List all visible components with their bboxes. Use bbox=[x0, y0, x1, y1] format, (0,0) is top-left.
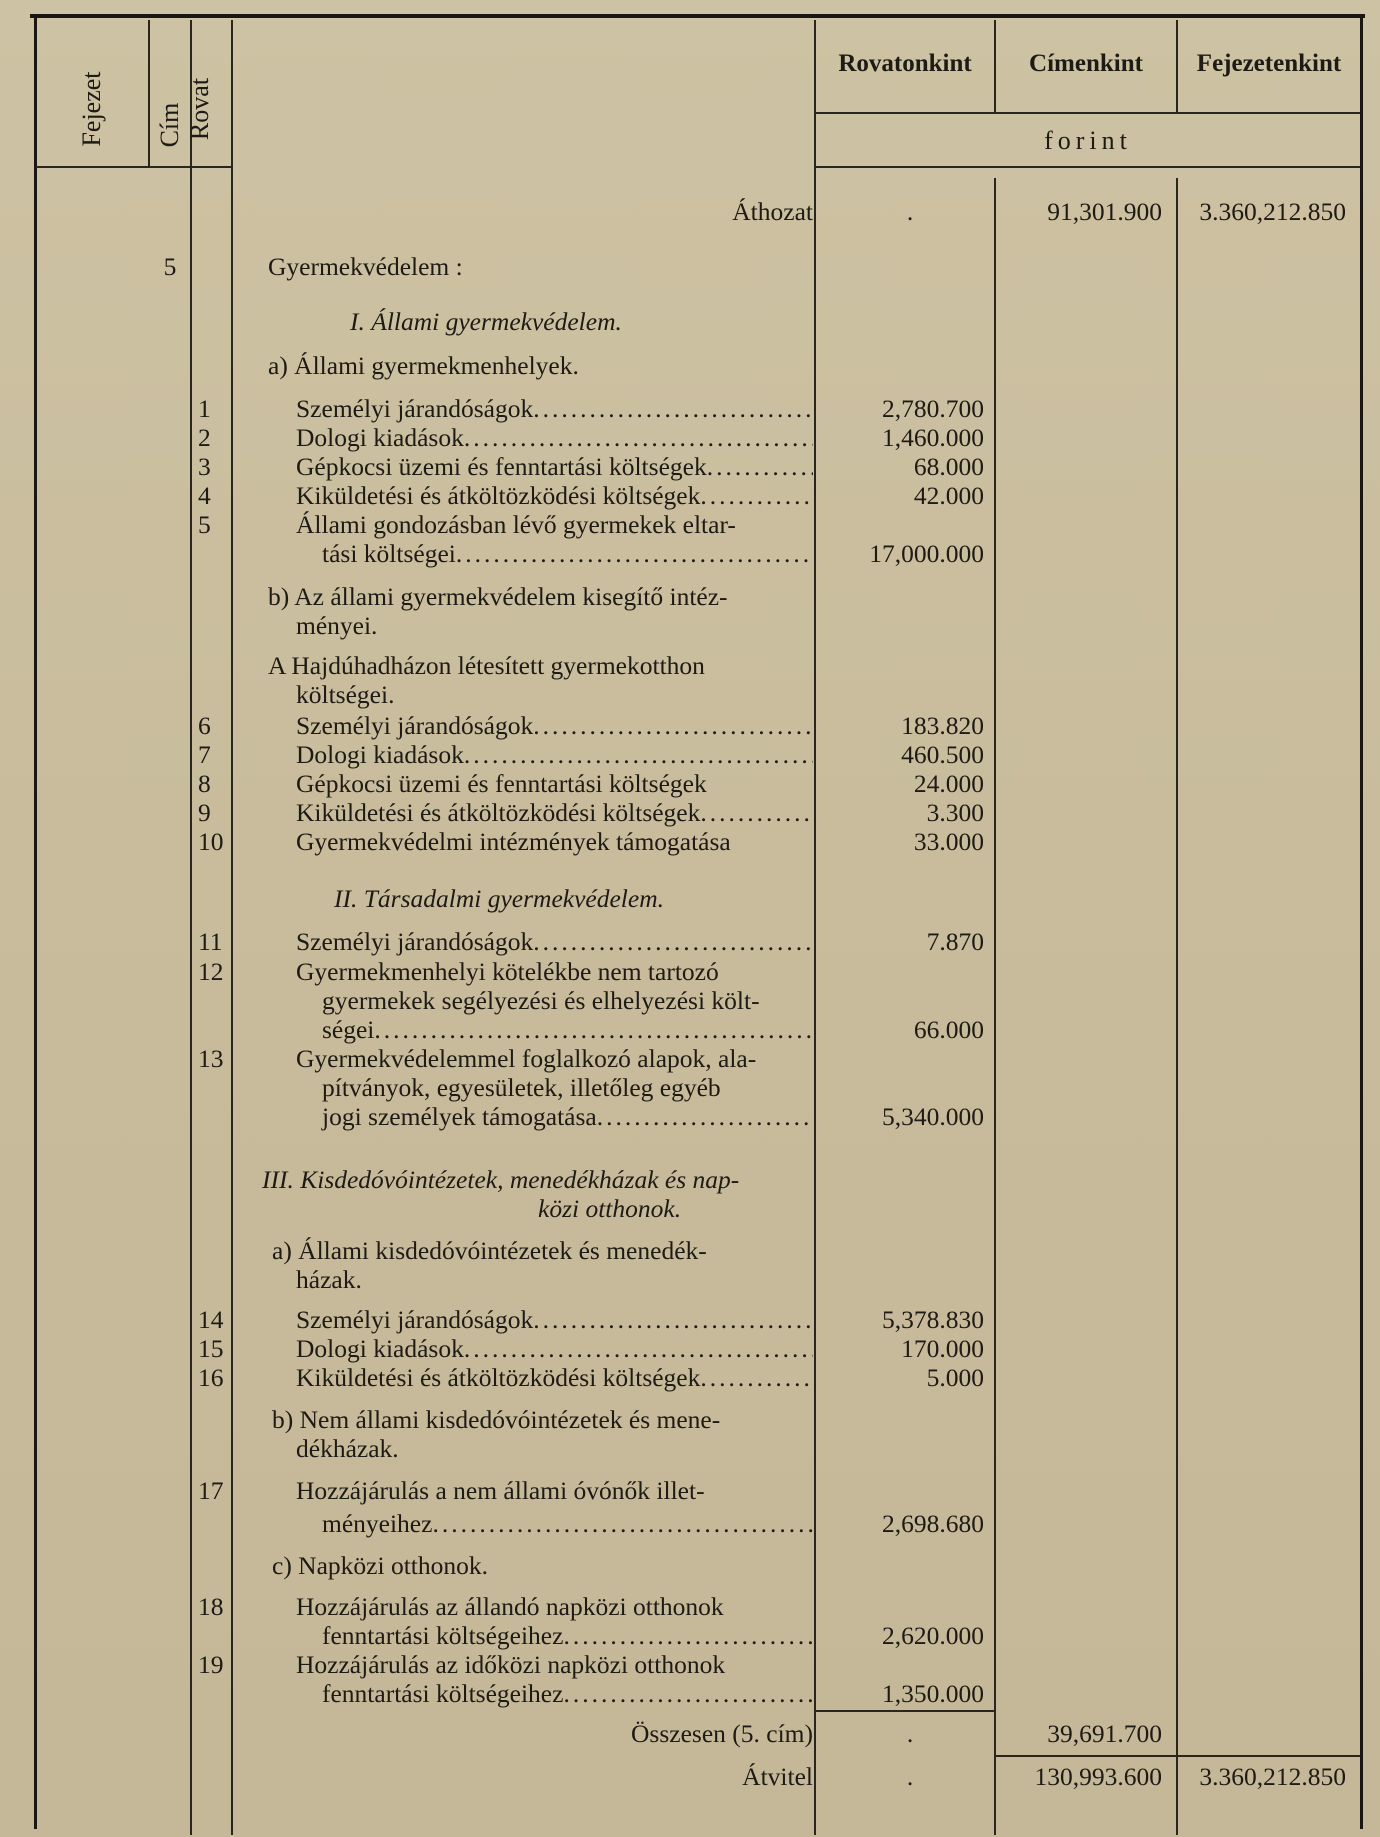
total-cim: 39,691.700 bbox=[1047, 1719, 1162, 1748]
item-desc bbox=[322, 1016, 813, 1044]
item-text: Személyi járandóságok bbox=[296, 394, 534, 423]
item-desc bbox=[296, 799, 813, 827]
rovat-no: 13 bbox=[198, 1044, 224, 1073]
rovat-no: 8 bbox=[198, 769, 211, 798]
subtotal-rule bbox=[816, 1710, 994, 1712]
item-desc bbox=[296, 1306, 813, 1334]
section3-sub-a-line2: házak. bbox=[296, 1265, 362, 1294]
total-rovat: . bbox=[906, 1719, 914, 1748]
item-value: 170.000 bbox=[901, 1334, 984, 1363]
item-desc bbox=[322, 1680, 813, 1708]
item-text: Hozzájárulás az időközi napközi otthonok bbox=[296, 1650, 726, 1679]
item-value: 5,340.000 bbox=[882, 1102, 984, 1131]
header-cim: Cím bbox=[155, 102, 184, 148]
item-text: Gyermekvédelemmel foglalkozó alapok, ala- bbox=[296, 1044, 757, 1073]
header-bottom-right bbox=[816, 166, 1360, 168]
item-desc bbox=[322, 1103, 813, 1131]
header-rovatonkint: Rovatonkint bbox=[838, 50, 972, 77]
item-text: Hozzájárulás a nem állami óvónők illet- bbox=[296, 1476, 705, 1505]
atvitel-cim: 130,993.600 bbox=[1034, 1762, 1162, 1791]
rovat-no: 4 bbox=[198, 481, 211, 510]
athozat-fejezet: 3.360,212.850 bbox=[1199, 197, 1346, 226]
item-text: Dologi kiadások bbox=[296, 740, 464, 769]
item-value: 460.500 bbox=[901, 740, 984, 769]
header-fejezet: Fejezet bbox=[77, 71, 106, 147]
athozat-rovat: . bbox=[906, 197, 914, 226]
item-value: 68.000 bbox=[913, 452, 984, 481]
item-value: 1,350.000 bbox=[882, 1679, 984, 1708]
item-value: 5.000 bbox=[926, 1363, 984, 1392]
item-text: fenntartási költségeihez bbox=[322, 1621, 564, 1650]
section3-heading-line2: közi otthonok. bbox=[538, 1194, 682, 1223]
col-divider-cim bbox=[190, 20, 192, 1835]
item-text: Személyi járandóságok bbox=[296, 711, 534, 740]
item-desc bbox=[296, 712, 813, 740]
athozat-label: Áthozat bbox=[732, 197, 813, 226]
item-text: Gépkocsi üzemi és fenntartási költségek bbox=[296, 452, 707, 481]
header-cimenkint: Címenkint bbox=[1029, 50, 1143, 77]
item-value: 17,000.000 bbox=[869, 539, 984, 568]
rovat-no: 1 bbox=[198, 394, 211, 423]
atvitel-fejezet: 3.360,212.850 bbox=[1199, 1762, 1346, 1791]
item-text: Kiküldetési és átköltözködési költségek bbox=[296, 798, 701, 827]
item-text: Kiküldetési és átköltözködési költségek bbox=[296, 1363, 701, 1392]
section1-sub-b-line1: b) Az állami gyermekvédelem kisegítő intéz- bbox=[268, 582, 728, 611]
total-label: Összesen (5. cím) bbox=[631, 1719, 813, 1748]
total-rule-right bbox=[1178, 1755, 1360, 1757]
header-subline bbox=[816, 112, 1360, 114]
item-desc bbox=[296, 741, 813, 769]
athozat-cim: 91,301.900 bbox=[1047, 197, 1162, 226]
left-border bbox=[34, 14, 37, 1829]
rovat-no: 18 bbox=[198, 1592, 224, 1621]
section3-sub-b-line2: dékházak. bbox=[296, 1434, 399, 1463]
item-text: ményeihez bbox=[322, 1509, 433, 1538]
rovat-no: 9 bbox=[198, 798, 211, 827]
section1-sub-b-line2: ményei. bbox=[296, 611, 378, 640]
item-value: 24.000 bbox=[913, 769, 984, 798]
rovat-no: 19 bbox=[198, 1650, 224, 1679]
atvitel-label: Átvitel bbox=[742, 1762, 813, 1791]
item-value: 2,698.680 bbox=[882, 1509, 984, 1538]
top-border bbox=[30, 14, 1365, 18]
item-value: 5,378.830 bbox=[882, 1305, 984, 1334]
item-text: Gyermekvédelmi intézmények támogatása bbox=[296, 827, 731, 856]
item-text: Dologi kiadások bbox=[296, 1334, 464, 1363]
header-fejezetenkint: Fejezetenkint bbox=[1196, 50, 1342, 77]
item-desc bbox=[322, 540, 813, 568]
item-text: Gyermekmenhelyi kötelékbe nem tartozó bbox=[296, 957, 719, 986]
item-text: tási költségei bbox=[322, 539, 456, 568]
item-desc bbox=[296, 482, 813, 510]
rovat-no: 15 bbox=[198, 1334, 224, 1363]
rovat-no: 16 bbox=[198, 1363, 224, 1392]
item-text: gyermekek segélyezési és elhelyezési költ- bbox=[322, 986, 760, 1015]
col-divider-cimenkint-body bbox=[1176, 178, 1178, 1835]
rovat-no: 7 bbox=[198, 740, 211, 769]
title-cim-no: 5 bbox=[163, 252, 177, 281]
item-text: Dologi kiadások bbox=[296, 423, 464, 452]
rovat-no: 6 bbox=[198, 711, 211, 740]
title-label: Gyermekvédelem : bbox=[268, 252, 463, 281]
item-value: 7.870 bbox=[926, 927, 984, 956]
section3-sub-a-line1: a) Állami kisdedóvóintézetek és menedék- bbox=[272, 1236, 707, 1265]
item-desc bbox=[322, 1510, 813, 1538]
rovat-no: 10 bbox=[198, 827, 224, 856]
item-desc bbox=[322, 1622, 813, 1650]
section2-heading-text: II. Társadalmi gyermekvédelem. bbox=[334, 884, 664, 913]
item-value: 66.000 bbox=[913, 1015, 984, 1044]
item-value: 2,780.700 bbox=[882, 394, 984, 423]
col-divider-rovat bbox=[231, 20, 233, 1835]
header-bottom-left bbox=[36, 166, 232, 168]
item-text: Állami gondozásban lévő gyermekek eltar- bbox=[296, 510, 736, 539]
rovat-no: 12 bbox=[198, 957, 224, 986]
atvitel-rovat: . bbox=[906, 1762, 914, 1791]
item-desc bbox=[296, 1335, 813, 1363]
header-rovat: Rovat bbox=[185, 77, 214, 141]
item-text: fenntartási költségeihez bbox=[322, 1679, 564, 1708]
rovat-no: 5 bbox=[198, 510, 211, 539]
item-value: 1,460.000 bbox=[882, 423, 984, 452]
item-text: Gépkocsi üzemi és fenntartási költségek bbox=[296, 769, 707, 798]
rovat-no: 17 bbox=[198, 1476, 224, 1505]
rovat-no: 14 bbox=[198, 1305, 224, 1334]
col-divider-fejezet bbox=[148, 20, 150, 168]
item-desc bbox=[296, 424, 813, 452]
section3-sub-b-line1: b) Nem állami kisdedóvóintézetek és mene- bbox=[272, 1405, 721, 1434]
section1-sub-a-text: a) Állami gyermekmenhelyek. bbox=[268, 351, 579, 380]
section1-heading-text: I. Állami gyermekvédelem. bbox=[350, 307, 622, 336]
section3-sub-c-text: c) Napközi otthonok. bbox=[272, 1551, 488, 1580]
col-divider-rovatonkint-body bbox=[994, 178, 996, 1835]
item-text: Személyi járandóságok bbox=[296, 927, 534, 956]
item-desc bbox=[296, 928, 813, 956]
right-border bbox=[1360, 14, 1363, 1829]
header-unit: forint bbox=[1044, 126, 1132, 155]
item-text: ségei bbox=[322, 1015, 375, 1044]
item-text: Hozzájárulás az állandó napközi otthonok bbox=[296, 1592, 724, 1621]
rovat-no: 2 bbox=[198, 423, 211, 452]
total-rule-left bbox=[996, 1755, 1176, 1757]
item-value: 42.000 bbox=[913, 481, 984, 510]
section3-heading-line1: III. Kisdedóvóintézetek, menedékházak és nap- bbox=[262, 1165, 740, 1194]
item-text: pítványok, egyesületek, illetőleg egyéb bbox=[322, 1073, 721, 1102]
item-value: 2,620.000 bbox=[882, 1621, 984, 1650]
item-text: Kiküldetési és átköltözködési költségek bbox=[296, 481, 701, 510]
item-text: Személyi járandóságok bbox=[296, 1305, 534, 1334]
section1-sub-b-line3: A Hajdúhadházon létesített gyermekotthon bbox=[268, 651, 705, 680]
section1-sub-b-line4: költségei. bbox=[296, 680, 395, 709]
item-desc bbox=[296, 1364, 813, 1392]
rovat-no: 11 bbox=[198, 927, 223, 956]
item-value: 33.000 bbox=[913, 827, 984, 856]
item-desc bbox=[296, 395, 813, 423]
item-value: 3.300 bbox=[926, 798, 984, 827]
item-desc bbox=[296, 453, 813, 481]
rovat-no: 3 bbox=[198, 452, 211, 481]
item-text: jogi személyek támogatása bbox=[322, 1102, 597, 1131]
item-value: 183.820 bbox=[901, 711, 984, 740]
